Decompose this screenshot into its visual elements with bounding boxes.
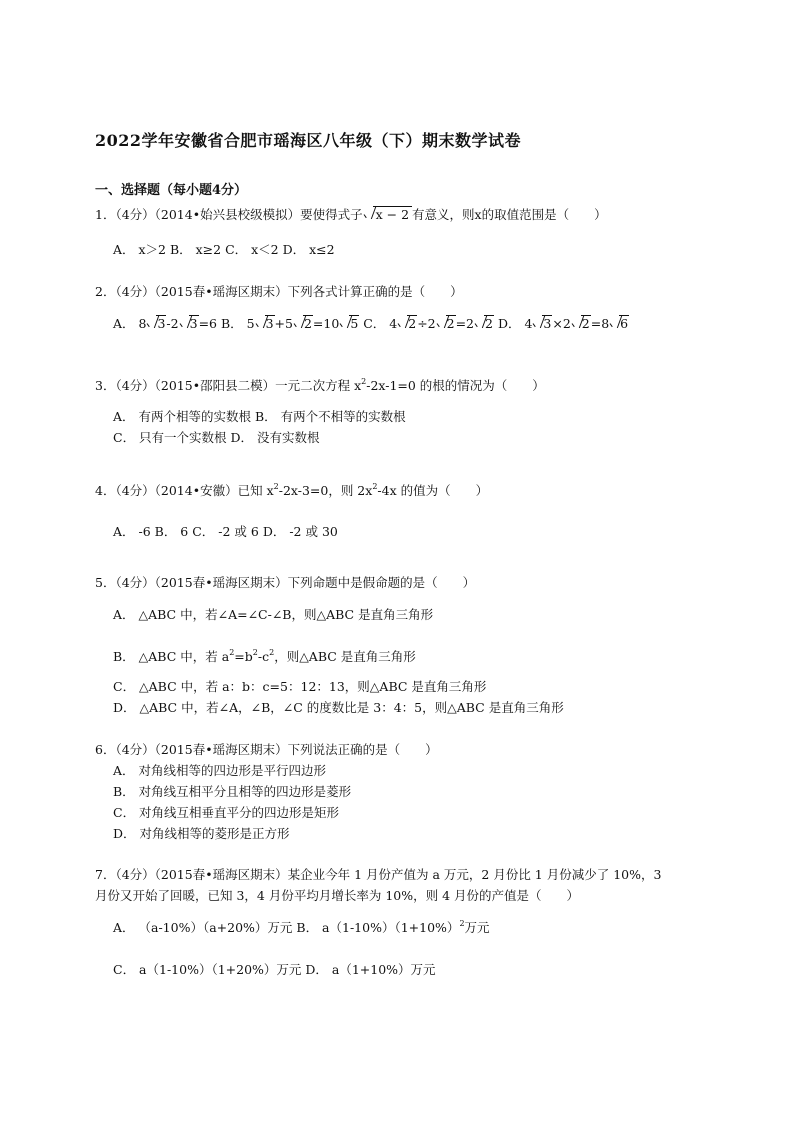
superscript: 2 xyxy=(372,482,378,491)
q2-text: =10 xyxy=(312,316,340,331)
q2-text: =8 xyxy=(590,316,610,331)
q2-text: ×2 xyxy=(552,316,571,331)
q7-text: 万元 xyxy=(464,920,490,935)
question-6-stem: 6．（4分）（2015春•瑶海区期末）下列说法正确的是（ ） xyxy=(95,742,438,757)
sqrt-sign xyxy=(340,315,359,333)
question-5-option-a: A． △ABC 中，若∠A=∠C-∠B，则△ABC 是直角三角形 xyxy=(113,607,434,622)
q4-text: 4．（4分）（2014•安徽）已知 x xyxy=(95,483,274,498)
superscript: 2 xyxy=(269,648,275,657)
question-1-options: A． x＞2 B． x≥2 C． x＜2 D． x≤2 xyxy=(113,242,335,257)
sqrt-sign xyxy=(364,206,412,224)
page-title: 2022学年安徽省合肥市瑶海区八年级（下）期末数学试卷 xyxy=(95,131,522,150)
question-7-options-1 xyxy=(113,919,490,937)
sqrt-sign xyxy=(533,315,552,333)
q4-text: -2x-3=0，则 2x xyxy=(278,483,373,498)
question-5-option-d: D． △ABC 中，若∠A，∠B，∠C 的度数比是 3：4：5，则△ABC 是直角三角形 xyxy=(113,700,564,715)
q2-text: A． 8 xyxy=(113,316,147,331)
q2-radicand: 3 xyxy=(543,316,552,331)
q2-text: ÷2 xyxy=(417,316,436,331)
sqrt-sign xyxy=(147,315,166,333)
superscript: 2 xyxy=(361,377,367,386)
question-2-options xyxy=(113,315,629,333)
superscript: 2 xyxy=(459,919,465,928)
sqrt-sign xyxy=(180,315,199,333)
question-3-options-1: A． 有两个相等的实数根 B． 有两个不相等的实数根 xyxy=(113,409,406,424)
q2-radicand: 2 xyxy=(581,316,590,331)
superscript: 2 xyxy=(273,482,279,491)
q2-text: =2 xyxy=(455,316,475,331)
question-4-stem xyxy=(95,482,488,500)
superscript: 2 xyxy=(252,648,258,657)
q3-text: 3．（4分）（2015•邵阳县二模）一元二次方程 x xyxy=(95,378,362,393)
sqrt-sign xyxy=(572,315,591,333)
question-4-options: A． -6 B． 6 C． -2 或 6 D． -2 或 30 xyxy=(113,524,338,539)
sqrt-sign xyxy=(398,315,417,333)
q3-text: -2x-1=0 的根的情况为（ ） xyxy=(366,378,545,393)
q7-text: A． （a-10%）（a+20%）万元 B． a（1-10%）（1+10%） xyxy=(113,920,460,935)
question-7-stem-1: 7．（4分）（2015春•瑶海区期末）某企业今年 1 月份产值为 a 万元，2 月份比 1 月份减少了 10%，3 xyxy=(95,867,662,882)
question-6-option-b: B． 对角线互相平分且相等的四边形是菱形 xyxy=(113,784,352,799)
q5-text: B． △ABC 中，若 a xyxy=(113,649,230,664)
section-heading: 一、选择题（每小题4分） xyxy=(95,183,248,198)
q2-radicand: 2 xyxy=(446,316,455,331)
q1-radicand: x − 2 xyxy=(373,206,412,222)
q2-text: +5 xyxy=(274,316,293,331)
question-5-option-c: C． △ABC 中，若 a：b：c=5：12：13，则△ABC 是直角三角形 xyxy=(113,679,487,694)
q2-text: C． 4 xyxy=(359,316,398,331)
superscript: 2 xyxy=(229,648,235,657)
question-6-option-c: C． 对角线互相垂直平分的四边形是矩形 xyxy=(113,805,340,820)
q1-stem-text: 1．（4分）（2014•始兴县校级模拟）要使得式子 xyxy=(95,207,363,222)
sqrt-sign xyxy=(610,315,629,333)
question-7-stem-2: 月份又开始了回暖，已知 3，4 月份平均月增长率为 10%，则 4 月份的产值是（ ） xyxy=(95,888,580,903)
q2-radicand: 3 xyxy=(189,316,198,331)
q2-text: =6 B． 5 xyxy=(198,316,255,331)
question-2-stem: 2．（4分）（2015春•瑶海区期末）下列各式计算正确的是（ ） xyxy=(95,284,463,299)
q2-radicand: 6 xyxy=(620,316,629,331)
question-3-stem xyxy=(95,377,545,395)
q2-radicand: 3 xyxy=(157,316,166,331)
q2-text: -2 xyxy=(166,316,179,331)
question-6-option-a: A． 对角线相等的四边形是平行四边形 xyxy=(113,763,327,778)
sqrt-sign xyxy=(294,315,313,333)
sqrt-sign xyxy=(437,315,456,333)
q2-radicand: 2 xyxy=(408,316,417,331)
question-6-option-d: D． 对角线相等的菱形是正方形 xyxy=(113,826,290,841)
q1-stem-text-2: 有意义，则x的取值范围是（ ） xyxy=(412,207,607,222)
q5-text: =b xyxy=(234,649,253,664)
q2-radicand: 2 xyxy=(485,316,493,331)
q2-radicand: 5 xyxy=(350,316,359,331)
question-7-options-2: C． a（1-10%）（1+20%）万元 D． a（1+10%）万元 xyxy=(113,962,436,977)
question-3-options-2: C． 只有一个实数根 D． 没有实数根 xyxy=(113,430,320,445)
q5-text: -c xyxy=(257,649,270,664)
question-5-stem: 5．（4分）（2015春•瑶海区期末）下列命题中是假命题的是（ ） xyxy=(95,575,476,590)
q2-text: D． 4 xyxy=(493,316,533,331)
question-5-option-b xyxy=(113,648,416,666)
q5-text: ，则△ABC 是直角三角形 xyxy=(274,649,416,664)
sqrt-sign xyxy=(475,315,494,333)
sqrt-sign xyxy=(256,315,275,333)
q2-radicand: 2 xyxy=(303,316,312,331)
q4-text: -4x 的值为（ ） xyxy=(377,483,489,498)
question-1-stem xyxy=(95,206,607,224)
q2-radicand: 3 xyxy=(265,316,274,331)
